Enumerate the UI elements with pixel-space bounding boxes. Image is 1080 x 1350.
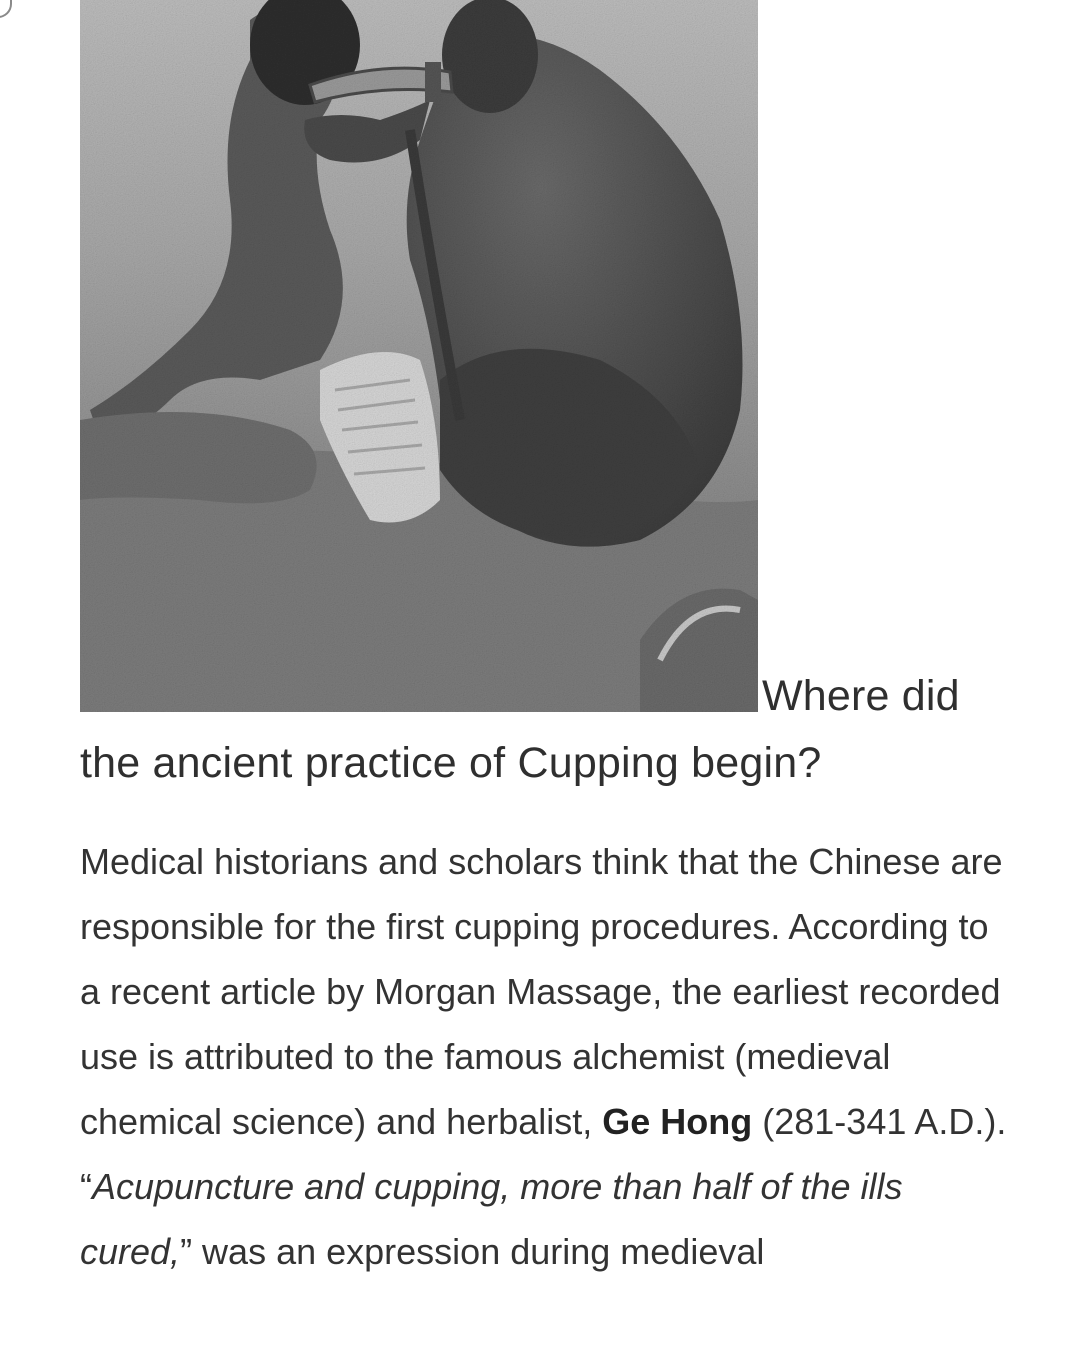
- paragraph-text-dates: (281-341 A.D.). “: [80, 1101, 1007, 1207]
- paragraph-text-intro: Medical historians and scholars think that the Chinese are responsible for the first cupping procedures. According to a recent article by Morgan Massage, the earliest recorded use is attributed to the famous alchemist (medieval chemical science) and herbalist,: [80, 841, 1003, 1142]
- paragraph-text-ending: ” was an expression during medieval: [180, 1231, 765, 1272]
- historical-cupping-photo: [80, 0, 758, 712]
- section-heading: Where did the ancient practice of Cupping begin?: [80, 672, 960, 787]
- ge-hong-name: Ge Hong: [602, 1101, 753, 1142]
- photo-illustration: [80, 0, 758, 712]
- article: [80, 0, 1010, 1284]
- quoted-expression: Acupuncture and cupping, more than half of the ills cured,: [80, 1166, 903, 1272]
- article-paragraph: [80, 797, 1010, 1284]
- page-corner-mark: [0, 0, 12, 18]
